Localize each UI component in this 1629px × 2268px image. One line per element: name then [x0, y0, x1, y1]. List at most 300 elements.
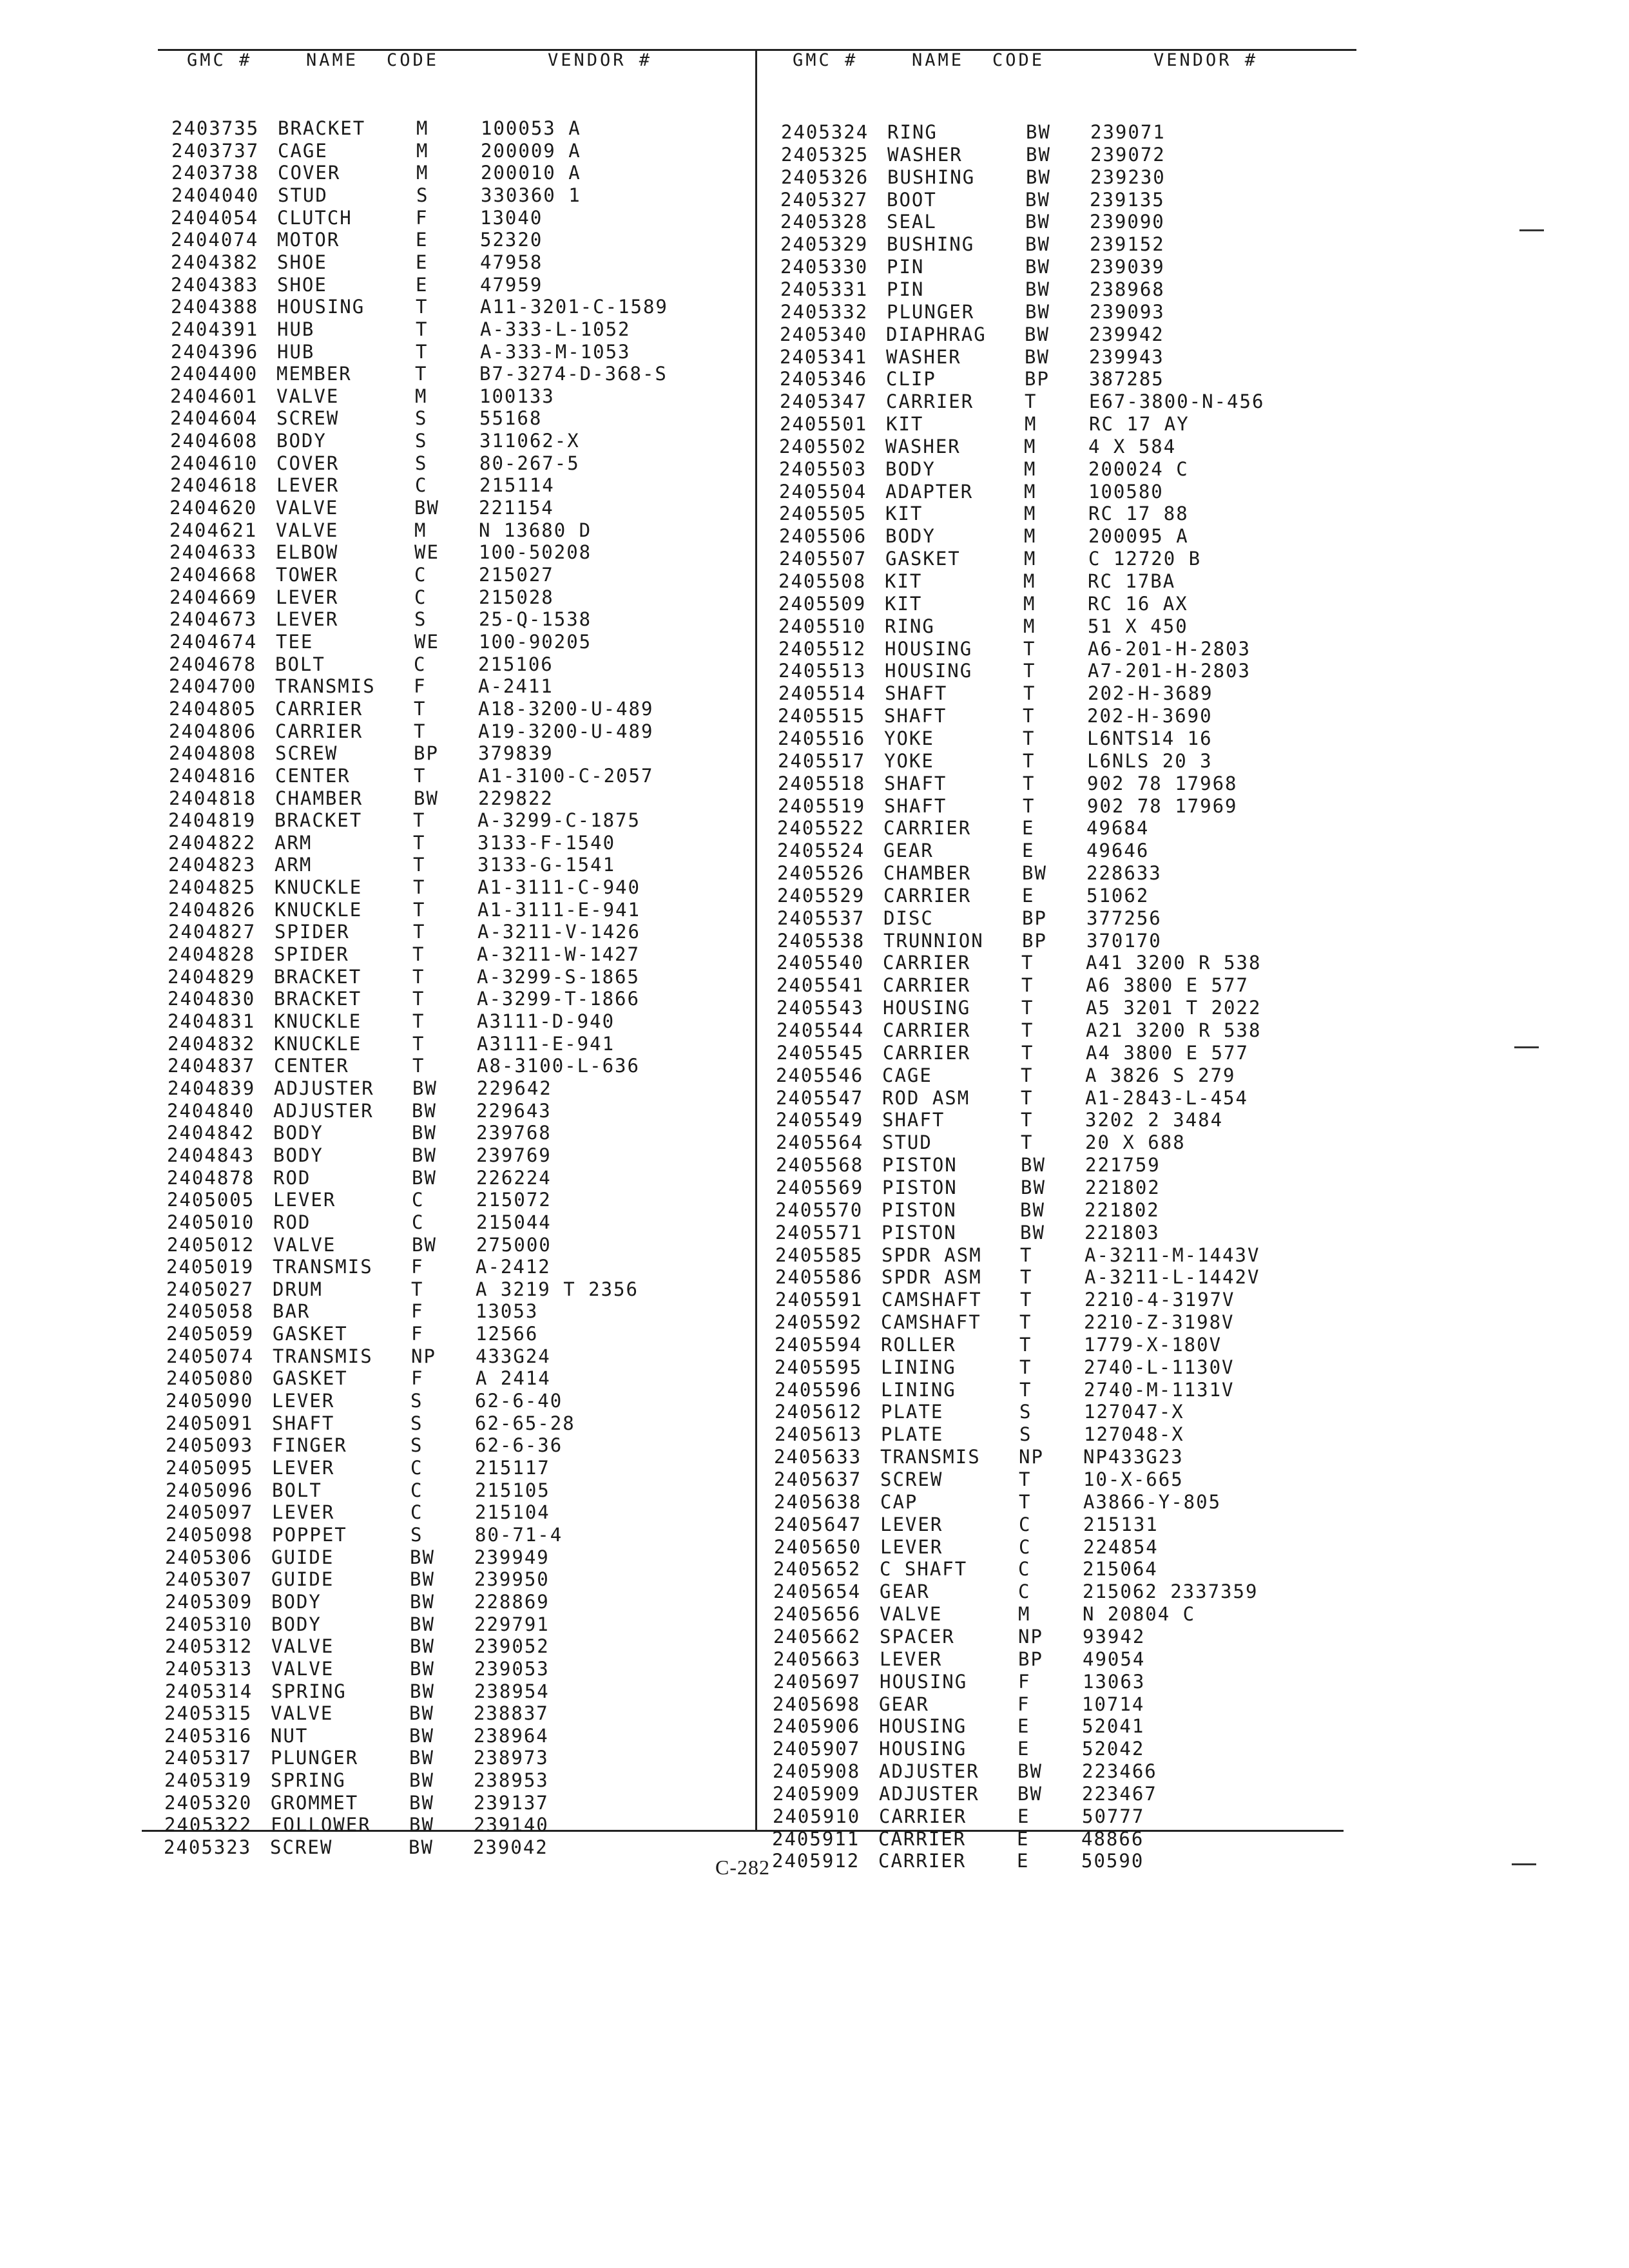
cell-name: SCREW	[276, 407, 340, 430]
cell-gmc: 2405529	[777, 884, 865, 907]
cell-code: C	[414, 653, 427, 675]
cell-code: NP	[1018, 1625, 1043, 1648]
cell-name: STUD	[278, 184, 328, 206]
cell-name: SHAFT	[884, 772, 947, 794]
cell-name: LEVER	[880, 1535, 943, 1558]
cell-gmc: 2405910	[773, 1805, 861, 1827]
cell-code: F	[411, 1323, 424, 1345]
cell-code: BW	[1021, 1154, 1046, 1177]
cell-vendor: 3133-G-1541	[477, 854, 616, 876]
cell-vendor: 239769	[476, 1144, 552, 1166]
cell-vendor: A6 3800 E 577	[1086, 974, 1249, 997]
cell-vendor: 52320	[480, 229, 543, 251]
cell-code: M	[1024, 548, 1037, 570]
cell-name: LEVER	[276, 586, 339, 608]
cell-name: BODY	[276, 430, 327, 452]
cell-gmc: 2404826	[168, 898, 256, 921]
cell-code: T	[1023, 637, 1036, 660]
cell-gmc: 2405516	[778, 727, 866, 749]
cell-code: BW	[414, 497, 439, 519]
cell-code: F	[414, 675, 427, 698]
cell-code: T	[1019, 1468, 1032, 1490]
cell-name: C SHAFT	[880, 1558, 968, 1581]
cell-gmc: 2405347	[780, 390, 868, 413]
cell-code: S	[410, 1434, 423, 1457]
cell-vendor: A-3211-V-1426	[477, 921, 641, 943]
cell-vendor: 62-65-28	[475, 1412, 575, 1434]
cell-code: T	[1019, 1378, 1032, 1401]
cell-vendor: A21 3200 R 538	[1086, 1019, 1262, 1041]
cell-vendor: A4 3800 E 577	[1086, 1041, 1249, 1064]
cell-vendor: A3111-E-941	[477, 1032, 615, 1055]
cell-vendor: 239152	[1090, 233, 1165, 256]
cell-vendor: 49646	[1086, 840, 1150, 862]
cell-code: T	[1021, 1019, 1034, 1041]
cell-vendor: 239942	[1089, 323, 1164, 345]
cell-gmc: 2405595	[775, 1356, 863, 1378]
cell-name: ADJUSTER	[273, 1099, 374, 1122]
cell-gmc: 2405518	[778, 772, 866, 794]
cell-gmc: 2405097	[166, 1501, 254, 1524]
cell-name: SHAFT	[882, 1109, 945, 1131]
cell-code: C	[1019, 1513, 1032, 1535]
cell-code: T	[416, 296, 429, 318]
cell-vendor: A8-3100-L-636	[477, 1055, 640, 1077]
cell-vendor: 52041	[1082, 1715, 1145, 1738]
cell-gmc: 2403735	[171, 117, 260, 139]
cell-name: WASHER	[887, 143, 963, 166]
cell-vendor: 100133	[479, 385, 555, 407]
cell-vendor: 200024 C	[1088, 457, 1189, 480]
cell-gmc: 2404839	[168, 1077, 256, 1099]
cell-name: BRACKET	[278, 117, 366, 139]
cell-code: NP	[411, 1345, 436, 1367]
cell-code: BP	[1018, 1648, 1043, 1670]
cell-name: CARRIER	[883, 1041, 971, 1064]
cell-vendor: 127047-X	[1084, 1401, 1184, 1423]
cell-gmc: 2405544	[776, 1019, 865, 1041]
cell-name: HUB	[277, 318, 315, 340]
cell-gmc: 2405547	[776, 1086, 864, 1109]
cell-name: YOKE	[884, 749, 934, 772]
cell-code: E	[416, 273, 429, 296]
cell-name: VALVE	[271, 1635, 334, 1658]
cell-name: LEVER	[276, 474, 340, 497]
cell-vendor: 13053	[476, 1300, 539, 1323]
cell-vendor: 51062	[1086, 884, 1150, 907]
cell-vendor: 239135	[1090, 188, 1165, 211]
cell-gmc: 2405697	[773, 1670, 862, 1693]
cell-code: M	[1024, 503, 1037, 525]
left-header-name: NAME	[306, 50, 359, 70]
cell-code: M	[1024, 435, 1037, 457]
cell-gmc: 2405074	[166, 1345, 255, 1367]
cell-vendor: 229642	[477, 1077, 552, 1099]
cell-vendor: 13063	[1083, 1670, 1146, 1693]
cell-vendor: A-3211-M-1443V	[1084, 1244, 1260, 1266]
cell-gmc: 2405543	[776, 997, 865, 1019]
cell-name: CARRIER	[878, 1827, 967, 1850]
cell-gmc: 2405306	[165, 1546, 253, 1568]
cell-gmc: 2405506	[779, 525, 867, 548]
cell-gmc: 2405513	[778, 660, 867, 682]
cell-vendor: 62-6-36	[475, 1434, 563, 1457]
cell-vendor: 238837	[474, 1702, 549, 1725]
cell-vendor: A-333-L-1052	[480, 318, 631, 340]
cell-code: BW	[1025, 256, 1050, 278]
cell-code: S	[415, 452, 428, 474]
cell-vendor: 239042	[473, 1836, 548, 1859]
cell-name: BODY	[885, 525, 936, 548]
cell-code: T	[1023, 727, 1036, 749]
cell-vendor: N 20804 C	[1083, 1603, 1196, 1626]
cell-code: T	[412, 965, 425, 988]
cell-vendor: 215114	[479, 474, 555, 497]
cell-gmc: 2405522	[777, 817, 865, 840]
cell-code: WE	[414, 630, 439, 653]
cell-name: HOUSING	[885, 660, 973, 682]
cell-code: T	[412, 1055, 425, 1077]
cell-name: ADJUSTER	[274, 1077, 374, 1099]
cell-name: ADJUSTER	[879, 1782, 979, 1805]
cell-vendor: 62-6-40	[475, 1390, 563, 1412]
cell-name: TEE	[276, 630, 314, 653]
cell-gmc: 2405596	[775, 1378, 863, 1401]
cell-name: GUIDE	[271, 1546, 334, 1568]
cell-vendor: 238954	[474, 1680, 550, 1702]
cell-vendor: 52042	[1082, 1738, 1145, 1760]
cell-gmc: 2405637	[774, 1468, 862, 1490]
cell-name: CLIP	[886, 368, 936, 390]
cell-name: BUSHING	[887, 166, 976, 188]
cell-code: T	[1021, 1131, 1034, 1154]
cell-gmc: 2403738	[171, 162, 260, 184]
cell-gmc: 2405327	[780, 188, 869, 211]
cell-code: BW	[409, 1791, 434, 1814]
cell-name: PLUNGER	[887, 300, 975, 323]
cell-code: T	[1020, 1289, 1033, 1311]
cell-code: T	[414, 764, 427, 787]
cell-name: CARRIER	[883, 1019, 971, 1041]
cell-gmc: 2405058	[166, 1300, 255, 1323]
cell-gmc: 2405316	[164, 1724, 253, 1747]
cell-gmc: 2405698	[773, 1693, 861, 1715]
cell-name: POPPET	[272, 1523, 347, 1546]
cell-gmc: 2404391	[171, 318, 259, 340]
cell-code: M	[1023, 570, 1036, 592]
cell-gmc: 2405508	[778, 570, 867, 592]
cell-gmc: 2405570	[775, 1198, 863, 1221]
cell-vendor: 200010 A	[481, 162, 581, 184]
margin-mark	[1514, 1046, 1539, 1048]
cell-gmc: 2404822	[168, 831, 256, 854]
cell-code: BW	[409, 1702, 434, 1725]
cell-code: BW	[1025, 323, 1050, 345]
cell-gmc: 2404074	[171, 229, 259, 251]
cell-code: T	[1020, 1266, 1033, 1289]
cell-vendor: 239090	[1090, 211, 1165, 233]
cell-name: HUB	[277, 340, 315, 363]
cell-gmc: 2404830	[168, 988, 256, 1010]
cell-gmc: 2405312	[165, 1635, 253, 1658]
cell-code: T	[412, 988, 425, 1010]
cell-vendor: 100-50208	[479, 541, 592, 564]
cell-vendor: N 13680 D	[479, 519, 592, 541]
cell-code: C	[1019, 1535, 1032, 1558]
cell-gmc: 2405346	[780, 368, 868, 390]
cell-gmc: 2405545	[776, 1041, 865, 1064]
cell-name: GASKET	[273, 1323, 348, 1345]
cell-code: T	[1021, 997, 1034, 1019]
cell-vendor: 215062 2337359	[1083, 1581, 1258, 1603]
cell-gmc: 2405325	[781, 143, 869, 166]
cell-gmc: 2404673	[169, 608, 258, 631]
cell-code: BW	[412, 1166, 437, 1189]
cell-code: C	[410, 1479, 423, 1501]
cell-code: S	[415, 430, 428, 452]
cell-name: RING	[887, 121, 938, 143]
cell-name: WASHER	[886, 345, 961, 368]
cell-gmc: 2404832	[168, 1032, 256, 1055]
cell-vendor: 12566	[476, 1323, 539, 1345]
cell-code: E	[1022, 884, 1035, 907]
cell-name: VALVE	[880, 1603, 943, 1626]
cell-gmc: 2405907	[773, 1738, 861, 1760]
cell-vendor: 221802	[1084, 1198, 1160, 1221]
cell-code: M	[1023, 592, 1036, 615]
cell-vendor: 80-71-4	[475, 1523, 563, 1546]
cell-vendor: L6NLS 20 3	[1087, 749, 1213, 772]
cell-code: T	[1021, 1064, 1034, 1086]
cell-vendor: 202-H-3690	[1087, 705, 1213, 727]
cell-gmc: 2404827	[168, 921, 256, 943]
cell-name: HOUSING	[879, 1715, 967, 1738]
cell-code: BW	[1025, 233, 1050, 256]
cell-name: PISTON	[882, 1221, 957, 1244]
cell-gmc: 2404837	[168, 1055, 256, 1077]
cell-name: SPRING	[271, 1769, 346, 1792]
cell-code: C	[410, 1457, 423, 1479]
cell-name: PLATE	[881, 1401, 944, 1423]
cell-code: C	[410, 1501, 423, 1524]
cell-gmc: 2405571	[775, 1221, 863, 1244]
cell-gmc: 2405332	[780, 300, 869, 323]
cell-gmc: 2404383	[171, 273, 259, 296]
cell-name: BODY	[273, 1122, 323, 1144]
cell-code: F	[1017, 1693, 1030, 1715]
cell-gmc: 2405514	[778, 682, 867, 705]
cell-gmc: 2404610	[170, 452, 258, 474]
cell-name: SHAFT	[884, 794, 947, 817]
cell-code: F	[411, 1256, 424, 1278]
cell-code: BW	[410, 1613, 435, 1635]
cell-code: T	[413, 854, 426, 876]
cell-vendor: 215027	[479, 564, 554, 586]
cell-code: E	[416, 251, 429, 273]
cell-name: TRUNNION	[883, 929, 984, 952]
cell-gmc: 2405096	[166, 1479, 254, 1501]
cell-vendor: 200009 A	[481, 139, 581, 162]
page-number: C-282	[715, 1856, 770, 1879]
cell-name: CHAMBER	[883, 862, 972, 885]
cell-vendor: C 12720 B	[1088, 548, 1202, 570]
cell-name: ARM	[275, 831, 313, 854]
cell-vendor: 223467	[1082, 1782, 1157, 1805]
cell-name: DRUM	[273, 1278, 323, 1300]
cell-gmc: 2404878	[167, 1166, 255, 1189]
cell-code: S	[415, 407, 428, 430]
cell-vendor: A-3299-T-1866	[477, 988, 640, 1010]
cell-code: BW	[1026, 166, 1051, 188]
cell-name: GROMMET	[271, 1791, 359, 1814]
cell-code: BW	[409, 1724, 434, 1747]
cell-code: BW	[410, 1657, 435, 1680]
cell-name: BODY	[271, 1590, 322, 1613]
cell-code: BW	[412, 1099, 437, 1122]
cell-gmc: 2404601	[170, 385, 258, 407]
cell-code: E	[1017, 1827, 1030, 1850]
cell-code: M	[414, 519, 427, 541]
cell-gmc: 2405633	[774, 1446, 862, 1468]
cell-vendor: 221802	[1085, 1176, 1161, 1198]
cell-gmc: 2404700	[169, 675, 257, 698]
cell-vendor: 223466	[1082, 1760, 1157, 1783]
cell-code: E	[1022, 840, 1035, 862]
cell-vendor: A7-201-H-2803	[1088, 660, 1251, 682]
cell-gmc: 2405908	[773, 1760, 861, 1783]
cell-gmc: 2405323	[164, 1836, 252, 1859]
cell-vendor: 377256	[1086, 907, 1162, 929]
cell-gmc: 2404668	[169, 564, 258, 586]
cell-name: ADJUSTER	[879, 1760, 979, 1783]
cell-name: CARRIER	[275, 697, 363, 720]
cell-vendor: A3866-Y-805	[1083, 1490, 1222, 1513]
cell-gmc: 2404823	[168, 854, 256, 876]
cell-gmc: 2405012	[167, 1233, 255, 1256]
cell-name: SCREW	[270, 1836, 333, 1859]
cell-code: BW	[410, 1568, 435, 1591]
cell-name: GEAR	[880, 1581, 930, 1603]
cell-gmc: 2405507	[779, 548, 867, 570]
cell-code: BW	[1026, 143, 1051, 166]
cell-gmc: 2404829	[168, 965, 256, 988]
cell-name: CARRIER	[886, 390, 974, 413]
cell-gmc: 2404842	[167, 1122, 255, 1144]
cell-name: DIAPHRAG	[886, 323, 987, 345]
cell-vendor: 215028	[479, 586, 554, 608]
cell-name: HOUSING	[277, 296, 365, 318]
cell-name: GUIDE	[271, 1568, 334, 1591]
cell-vendor: 221803	[1084, 1221, 1160, 1244]
cell-name: CARRIER	[883, 974, 971, 997]
cell-gmc: 2405912	[772, 1850, 860, 1872]
cell-name: ROLLER	[881, 1333, 956, 1356]
cell-gmc: 2404825	[168, 876, 256, 899]
cell-name: LEVER	[272, 1457, 335, 1479]
cell-gmc: 2404816	[169, 764, 257, 787]
cell-gmc: 2404806	[169, 720, 257, 742]
cell-name: WASHER	[885, 435, 961, 457]
cell-code: BW	[409, 1769, 434, 1792]
cell-gmc: 2405586	[775, 1266, 863, 1289]
cell-gmc: 2405005	[167, 1189, 255, 1211]
cell-gmc: 2405538	[777, 929, 865, 952]
cell-vendor: A5 3201 T 2022	[1086, 997, 1262, 1019]
cell-code: T	[1023, 682, 1036, 705]
cell-name: ROD	[273, 1166, 311, 1189]
cell-name: TRANSMIS	[880, 1446, 981, 1468]
cell-vendor: A41 3200 R 538	[1086, 952, 1262, 974]
cell-gmc: 2403737	[171, 139, 260, 162]
cell-gmc: 2405638	[774, 1490, 862, 1513]
cell-gmc: 2405310	[165, 1613, 253, 1635]
cell-gmc: 2405320	[164, 1791, 253, 1814]
cell-name: SPIDER	[275, 921, 350, 943]
cell-name: TRANSMIS	[273, 1345, 373, 1367]
cell-vendor: 239039	[1090, 256, 1165, 278]
cell-vendor: A1-3111-C-940	[477, 876, 641, 899]
left-header-gmc: GMC #	[187, 50, 253, 70]
cell-code: C	[1018, 1558, 1031, 1581]
cell-code: BP	[1022, 907, 1047, 929]
cell-name: KIT	[885, 503, 923, 525]
cell-vendor: 311062-X	[479, 430, 580, 452]
left-header-vendor: VENDOR #	[548, 50, 653, 70]
cell-vendor: 387285	[1089, 368, 1164, 390]
cell-gmc: 2405612	[775, 1401, 863, 1423]
cell-name: CARRIER	[883, 952, 971, 974]
cell-code: T	[411, 1278, 424, 1300]
cell-code: T	[416, 340, 429, 363]
cell-code: S	[410, 1523, 423, 1546]
cell-name: BRACKET	[274, 965, 362, 988]
cell-code: BW	[410, 1546, 435, 1568]
cell-vendor: 239093	[1090, 300, 1165, 323]
cell-code: S	[410, 1390, 423, 1412]
cell-gmc: 2404818	[169, 787, 257, 809]
cell-vendor: A-3299-S-1865	[477, 965, 640, 988]
cell-code: T	[1021, 1109, 1034, 1131]
cell-code: BW	[1025, 278, 1050, 300]
cell-gmc: 2405540	[776, 952, 865, 974]
cell-code: BW	[1020, 1221, 1045, 1244]
cell-code: T	[1019, 1333, 1032, 1356]
cell-name: KIT	[885, 592, 923, 615]
cell-gmc: 2405650	[774, 1535, 862, 1558]
cell-gmc: 2405652	[773, 1558, 862, 1581]
cell-gmc: 2405592	[775, 1311, 863, 1334]
cell-code: BW	[1017, 1782, 1043, 1805]
cell-name: SCREW	[275, 742, 338, 765]
cell-vendor: 2210-4-3197V	[1084, 1289, 1235, 1311]
cell-name: PISTON	[882, 1198, 957, 1221]
cell-gmc: 2405322	[164, 1814, 253, 1836]
cell-gmc: 2405568	[776, 1154, 864, 1177]
cell-code: M	[416, 162, 429, 184]
cell-code: T	[1019, 1490, 1032, 1513]
cell-name: ROD	[273, 1211, 311, 1233]
cell-vendor: 224854	[1083, 1535, 1159, 1558]
cell-code: BW	[1026, 121, 1051, 143]
cell-gmc: 2405656	[773, 1603, 862, 1626]
cell-vendor: 215105	[475, 1479, 550, 1501]
cell-vendor: A 3219 T 2356	[476, 1278, 639, 1300]
cell-gmc: 2405329	[780, 233, 869, 256]
cell-name: CENTER	[274, 1055, 349, 1077]
cell-gmc: 2405564	[776, 1131, 864, 1154]
cell-name: GASKET	[885, 548, 961, 570]
cell-vendor: B7-3274-D-368-S	[479, 363, 668, 385]
